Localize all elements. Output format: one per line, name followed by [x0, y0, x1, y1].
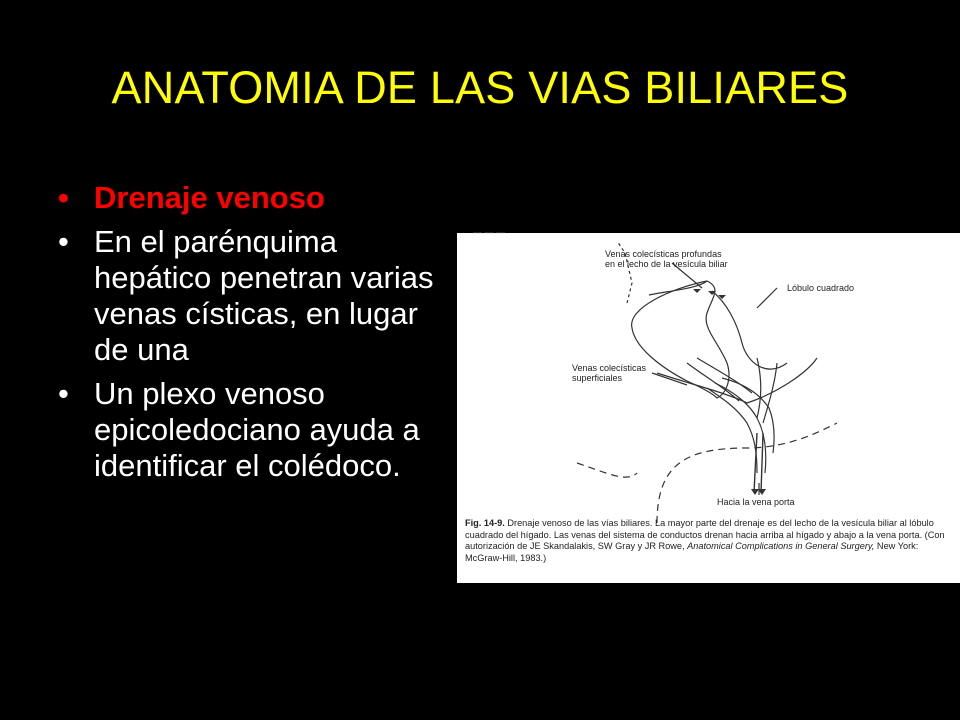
figure-caption [465, 518, 955, 564]
label-deep-veins: Venas colecísticas profundas en el lecho de la vesícula biliar [605, 249, 728, 269]
caption-end: New York: McGraw-Hill, 1983.) [465, 541, 919, 563]
bullet-list [58, 180, 458, 492]
bullet-text: Un plexo venoso epicoledociano ayuda a identificar el colédoco. [94, 376, 420, 483]
bullet-item-drenaje [58, 180, 458, 216]
bullet-icon: • [58, 376, 69, 411]
label-quadrate-lobe: Lóbulo cuadrado [787, 283, 855, 293]
header-scrap: — — — [473, 227, 506, 237]
caption-fig-number: Fig. 14-9. [465, 518, 505, 528]
bullet-item-parenquima [58, 224, 458, 368]
slide-title: ANATOMIA DE LAS VIAS BILIARES [111, 62, 849, 113]
bullet-icon: • [58, 224, 69, 259]
caption-italic: Anatomical Complications in General Surgery, [687, 541, 875, 551]
caption-text: Drenaje venoso de las vías biliares. La mayor parte del drenaje es del lecho de la vesícula biliar al lóbulo cuadrado del hígado. Las venas del sistema de conductos drenan hacia arriba al hígado y abajo a la vena porta. (Con autorización de JE Skandalakis, SW Gray y JR Rowe, [465, 518, 945, 551]
label-portal-vein: Hacia la vena porta [717, 497, 795, 507]
bullet-item-plexo [58, 376, 458, 484]
label-superficial-veins: Venas colecísticas superficiales [572, 363, 647, 383]
anatomy-figure [457, 227, 960, 583]
bullet-text: En el parénquima hepático penetran varias venas císticas, en lugar de una [94, 224, 434, 367]
venous-drainage-illustration [457, 233, 960, 523]
bullet-icon: • [58, 180, 69, 215]
bullet-text: Drenaje venoso [94, 180, 325, 215]
